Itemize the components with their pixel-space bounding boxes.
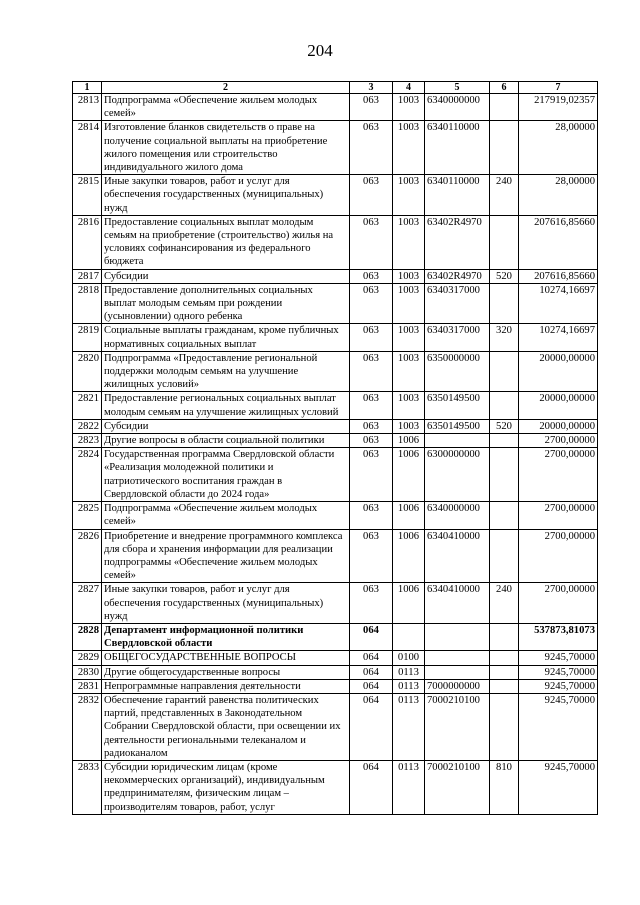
row-expense-type: 240 [490, 583, 519, 624]
row-number: 2829 [73, 651, 102, 665]
row-target-code: 6340110000 [425, 175, 490, 216]
row-grbs-code: 063 [350, 529, 393, 583]
row-name: Другие вопросы в области социальной политики [102, 434, 350, 448]
row-section-code: 1006 [393, 502, 425, 529]
row-grbs-code: 063 [350, 419, 393, 433]
row-grbs-code: 063 [350, 94, 393, 121]
table-row [73, 665, 598, 679]
row-name: Предоставление социальных выплат молодым семьям на приобретение (строительство) жилья на условиях софинансирования из федерального бюджета [102, 215, 350, 269]
row-amount: 28,00000 [519, 121, 598, 175]
table-row [73, 215, 598, 269]
row-target-code: 6340317000 [425, 283, 490, 324]
row-number: 2821 [73, 392, 102, 419]
row-name: Социальные выплаты гражданам, кроме публичных нормативных социальных выплат [102, 324, 350, 351]
row-target-code [425, 623, 490, 650]
row-amount: 9245,70000 [519, 651, 598, 665]
row-number: 2827 [73, 583, 102, 624]
row-number: 2822 [73, 419, 102, 433]
row-amount: 10274,16697 [519, 283, 598, 324]
row-target-code: 7000210100 [425, 760, 490, 814]
row-name: Государственная программа Свердловской области «Реализация молодежной политики и патриотического воспитания граждан в Свердловской области до 2024 года» [102, 448, 350, 502]
table-row [73, 351, 598, 392]
row-number: 2824 [73, 448, 102, 502]
table-row [73, 623, 598, 650]
row-expense-type [490, 665, 519, 679]
row-amount: 2700,00000 [519, 502, 598, 529]
row-name: Подпрограмма «Обеспечение жильем молодых семей» [102, 94, 350, 121]
table-row [73, 583, 598, 624]
row-amount: 9245,70000 [519, 665, 598, 679]
row-number: 2830 [73, 665, 102, 679]
row-section-code: 1003 [393, 215, 425, 269]
row-name: ОБЩЕГОСУДАРСТВЕННЫЕ ВОПРОСЫ [102, 651, 350, 665]
row-expense-type [490, 502, 519, 529]
header-row [73, 82, 598, 94]
row-number: 2813 [73, 94, 102, 121]
page-number: 204 [307, 41, 333, 60]
table-row [73, 679, 598, 693]
row-section-code: 1003 [393, 324, 425, 351]
row-grbs-code: 063 [350, 283, 393, 324]
row-name: Субсидии [102, 419, 350, 433]
row-target-code: 6340000000 [425, 94, 490, 121]
col-header-4: 4 [393, 82, 425, 94]
row-section-code: 1003 [393, 269, 425, 283]
row-grbs-code: 063 [350, 434, 393, 448]
row-amount: 9245,70000 [519, 760, 598, 814]
row-number: 2815 [73, 175, 102, 216]
row-grbs-code: 063 [350, 448, 393, 502]
row-section-code: 1006 [393, 448, 425, 502]
row-name: Непрограммные направления деятельности [102, 679, 350, 693]
table-row [73, 392, 598, 419]
col-header-1: 1 [73, 82, 102, 94]
row-grbs-code: 063 [350, 351, 393, 392]
row-section-code: 1003 [393, 121, 425, 175]
row-grbs-code: 063 [350, 175, 393, 216]
row-grbs-code: 063 [350, 121, 393, 175]
row-expense-type [490, 651, 519, 665]
row-section-code: 1003 [393, 351, 425, 392]
row-expense-type [490, 693, 519, 760]
row-target-code: 6340410000 [425, 583, 490, 624]
row-target-code [425, 665, 490, 679]
table-row [73, 175, 598, 216]
row-grbs-code: 063 [350, 502, 393, 529]
row-amount: 20000,00000 [519, 392, 598, 419]
table-row [73, 434, 598, 448]
row-name: Приобретение и внедрение программного комплекса для сбора и хранения информации для реализации подпрограммы «Обеспечение жильем молодых семей» [102, 529, 350, 583]
row-amount: 2700,00000 [519, 448, 598, 502]
row-amount: 9245,70000 [519, 693, 598, 760]
table-row [73, 502, 598, 529]
row-section-code: 0113 [393, 679, 425, 693]
row-name: Изготовление бланков свидетельств о праве на получение социальной выплаты на приобретение жилого помещения или строительство индивидуального жилого дома [102, 121, 350, 175]
row-section-code: 1006 [393, 583, 425, 624]
row-target-code: 6340000000 [425, 502, 490, 529]
row-expense-type [490, 215, 519, 269]
row-expense-type: 810 [490, 760, 519, 814]
row-target-code: 7000210100 [425, 693, 490, 760]
row-expense-type [490, 623, 519, 650]
row-section-code: 0100 [393, 651, 425, 665]
row-section-code: 0113 [393, 693, 425, 760]
row-name: Субсидии юридическим лицам (кроме некоммерческих организаций), индивидуальным предпринимателям, физическим лицам – производителям товаров, работ, услуг [102, 760, 350, 814]
row-amount: 20000,00000 [519, 419, 598, 433]
row-section-code: 1003 [393, 419, 425, 433]
table-row [73, 419, 598, 433]
row-expense-type [490, 448, 519, 502]
table-row [73, 94, 598, 121]
row-name: Подпрограмма «Обеспечение жильем молодых семей» [102, 502, 350, 529]
col-header-6: 6 [490, 82, 519, 94]
row-target-code: 6340317000 [425, 324, 490, 351]
row-grbs-code: 064 [350, 665, 393, 679]
table-row [73, 448, 598, 502]
row-grbs-code: 064 [350, 693, 393, 760]
table-row [73, 651, 598, 665]
row-expense-type: 240 [490, 175, 519, 216]
row-expense-type [490, 121, 519, 175]
row-section-code [393, 623, 425, 650]
row-target-code: 63402R4970 [425, 215, 490, 269]
row-section-code: 1003 [393, 283, 425, 324]
row-expense-type [490, 392, 519, 419]
row-name: Другие общегосударственные вопросы [102, 665, 350, 679]
row-name: Департамент информационной политики Свердловской области [102, 623, 350, 650]
row-target-code: 6350149500 [425, 392, 490, 419]
row-section-code: 0113 [393, 665, 425, 679]
row-grbs-code: 064 [350, 760, 393, 814]
row-grbs-code: 064 [350, 679, 393, 693]
table-row [73, 324, 598, 351]
row-number: 2820 [73, 351, 102, 392]
row-number: 2818 [73, 283, 102, 324]
row-section-code: 1006 [393, 529, 425, 583]
row-target-code: 6340410000 [425, 529, 490, 583]
row-name: Подпрограмма «Предоставление региональной поддержки молодым семьям на улучшение жилищных условий» [102, 351, 350, 392]
row-amount: 207616,85660 [519, 269, 598, 283]
row-number: 2832 [73, 693, 102, 760]
row-section-code: 1003 [393, 94, 425, 121]
row-grbs-code: 063 [350, 215, 393, 269]
row-grbs-code: 063 [350, 269, 393, 283]
row-number: 2825 [73, 502, 102, 529]
row-amount: 9245,70000 [519, 679, 598, 693]
row-name: Предоставление региональных социальных выплат молодым семьям на улучшение жилищных условий [102, 392, 350, 419]
row-expense-type [490, 434, 519, 448]
row-grbs-code: 063 [350, 324, 393, 351]
row-expense-type [490, 94, 519, 121]
table-row [73, 283, 598, 324]
row-number: 2826 [73, 529, 102, 583]
table-row [73, 760, 598, 814]
row-target-code: 6350000000 [425, 351, 490, 392]
row-expense-type [490, 679, 519, 693]
row-amount: 10274,16697 [519, 324, 598, 351]
row-expense-type: 320 [490, 324, 519, 351]
row-number: 2816 [73, 215, 102, 269]
row-expense-type [490, 529, 519, 583]
row-number: 2817 [73, 269, 102, 283]
row-name: Субсидии [102, 269, 350, 283]
row-name: Обеспечение гарантий равенства политических партий, представленных в Законодательном Собрании Свердловской области, при освещении их деятельности региональными телеканалом и радиоканалом [102, 693, 350, 760]
row-number: 2819 [73, 324, 102, 351]
row-target-code: 63402R4970 [425, 269, 490, 283]
row-target-code [425, 434, 490, 448]
row-expense-type: 520 [490, 419, 519, 433]
row-section-code: 1003 [393, 175, 425, 216]
row-name: Иные закупки товаров, работ и услуг для обеспечения государственных (муниципальных) нужд [102, 583, 350, 624]
row-name: Предоставление дополнительных социальных выплат молодым семьям при рождении (усыновлении) одного ребенка [102, 283, 350, 324]
row-section-code: 1006 [393, 434, 425, 448]
row-number: 2828 [73, 623, 102, 650]
budget-table [72, 81, 598, 815]
table-row [73, 121, 598, 175]
row-number: 2831 [73, 679, 102, 693]
row-section-code: 1003 [393, 392, 425, 419]
table-row [73, 693, 598, 760]
col-header-2: 2 [102, 82, 350, 94]
table-row [73, 529, 598, 583]
row-grbs-code: 064 [350, 623, 393, 650]
row-section-code: 0113 [393, 760, 425, 814]
row-expense-type [490, 283, 519, 324]
row-target-code: 7000000000 [425, 679, 490, 693]
row-grbs-code: 063 [350, 583, 393, 624]
row-target-code: 6340110000 [425, 121, 490, 175]
row-amount: 2700,00000 [519, 529, 598, 583]
row-grbs-code: 064 [350, 651, 393, 665]
row-target-code: 6350149500 [425, 419, 490, 433]
col-header-5: 5 [425, 82, 490, 94]
col-header-7: 7 [519, 82, 598, 94]
row-target-code: 6300000000 [425, 448, 490, 502]
row-number: 2823 [73, 434, 102, 448]
row-amount: 2700,00000 [519, 434, 598, 448]
row-amount: 207616,85660 [519, 215, 598, 269]
row-amount: 28,00000 [519, 175, 598, 216]
row-expense-type: 520 [490, 269, 519, 283]
row-amount: 2700,00000 [519, 583, 598, 624]
row-number: 2833 [73, 760, 102, 814]
row-name: Иные закупки товаров, работ и услуг для обеспечения государственных (муниципальных) нужд [102, 175, 350, 216]
row-expense-type [490, 351, 519, 392]
table-row [73, 269, 598, 283]
row-target-code [425, 651, 490, 665]
row-grbs-code: 063 [350, 392, 393, 419]
row-number: 2814 [73, 121, 102, 175]
row-amount: 537873,81073 [519, 623, 598, 650]
col-header-3: 3 [350, 82, 393, 94]
row-amount: 20000,00000 [519, 351, 598, 392]
row-amount: 217919,02357 [519, 94, 598, 121]
